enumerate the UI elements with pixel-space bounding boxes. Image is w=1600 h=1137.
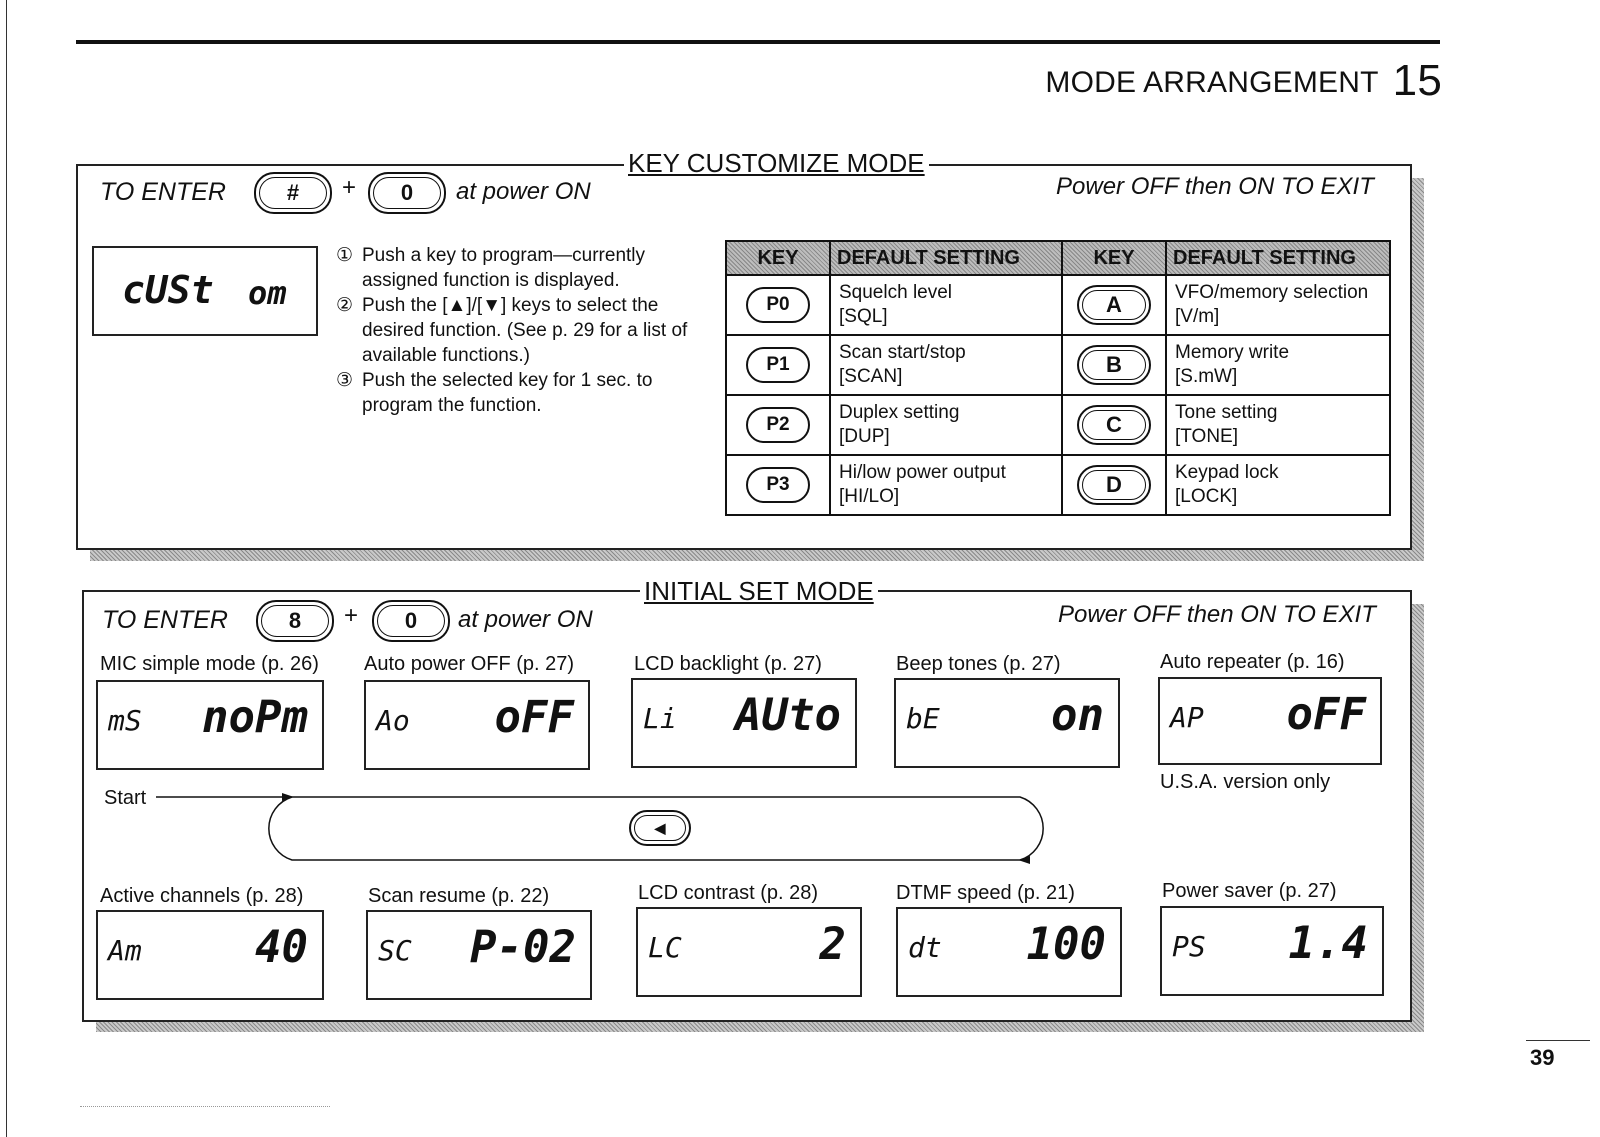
column-header: KEY: [1062, 241, 1166, 275]
setting-label: Scan resume (p. 22): [368, 885, 550, 907]
chapter-heading: [1045, 56, 1442, 106]
hash-key: #: [254, 172, 332, 214]
setting-cell: [830, 455, 1062, 515]
setting-lcd: [1160, 906, 1384, 996]
lcd-value: P-02: [470, 922, 576, 973]
setting-cell: [1166, 335, 1390, 395]
p3-key: P3: [746, 467, 810, 503]
step-text: Push the [▲]/[▼] keys to select the desired function. (See p. 29 for a list of available functions.): [362, 295, 688, 366]
p1-key: P1: [746, 347, 810, 383]
setting-cell: [830, 335, 1062, 395]
lcd-code: dt: [908, 931, 942, 964]
exit-instruction: Power OFF then ON TO EXIT: [1058, 601, 1376, 628]
lcd-value: 100: [1026, 919, 1106, 970]
exit-instruction: Power OFF then ON TO EXIT: [1056, 173, 1374, 200]
step-item: [336, 368, 706, 418]
setting-label: Power saver (p. 27): [1162, 880, 1337, 902]
left-arrow-icon: ◀: [654, 819, 666, 836]
page-margin-line: [6, 0, 7, 1137]
lcd-code: Am: [108, 934, 142, 967]
lcd-code: Ao: [376, 704, 410, 737]
lcd-code: Li: [643, 702, 677, 735]
start-label: Start: [104, 787, 147, 809]
cycle-key: [629, 810, 691, 846]
setting-label: Auto power OFF (p. 27): [364, 653, 575, 675]
key-cell: [726, 275, 830, 335]
table-row: [726, 275, 1390, 335]
custom-lcd: [92, 246, 318, 336]
lcd-value: AUto: [735, 690, 841, 741]
procedure-steps: [336, 243, 706, 418]
setting-code: [SCAN]: [839, 366, 903, 387]
table-header-row: [726, 241, 1390, 275]
title-rule-left: [452, 164, 628, 165]
key-cell: [726, 455, 830, 515]
setting-label: LCD backlight (p. 27): [634, 653, 822, 675]
setting-label: MIC simple mode (p. 26): [100, 653, 319, 675]
table-row: [726, 455, 1390, 515]
key-cell: [726, 395, 830, 455]
setting-code: [TONE]: [1175, 426, 1238, 447]
lcd-value: 1.4: [1288, 918, 1368, 969]
lcd-value: noPm: [202, 692, 308, 743]
lcd-value: on: [1051, 690, 1104, 741]
p2-key: P2: [746, 407, 810, 443]
setting-lcd: [896, 907, 1122, 997]
cycle-loop-diagram: [150, 784, 1070, 868]
p0-key: P0: [746, 287, 810, 323]
plus-sign: +: [342, 174, 357, 201]
page-number: 39: [1530, 1045, 1555, 1070]
key-customize-title: KEY CUSTOMIZE MODE: [624, 148, 929, 179]
column-header: DEFAULT SETTING: [830, 241, 1062, 275]
setting-cell: [830, 395, 1062, 455]
key-default-table: [725, 240, 1391, 516]
zero-key: 0: [368, 172, 446, 214]
setting-lcd: [631, 678, 857, 768]
setting-cell: [1166, 455, 1390, 515]
setting-cell: [830, 275, 1062, 335]
setting-name: Keypad lock: [1175, 462, 1279, 483]
setting-code: [LOCK]: [1175, 486, 1238, 507]
eight-key: 8: [256, 600, 334, 642]
lcd-code: PS: [1172, 930, 1206, 963]
setting-name: Squelch level: [839, 282, 953, 303]
c-key: C: [1077, 405, 1151, 445]
step-text: Push the selected key for 1 sec. to program the function.: [362, 370, 653, 416]
d-key: D: [1077, 465, 1151, 505]
setting-code: [SQL]: [839, 306, 888, 327]
zero-key: 0: [372, 600, 450, 642]
setting-lcd: [894, 678, 1120, 768]
chapter-title: MODE ARRANGEMENT: [1045, 66, 1379, 99]
step-number: ③: [336, 370, 354, 391]
setting-lcd: [364, 680, 590, 770]
setting-lcd: [366, 910, 592, 1000]
key-cell: [1062, 455, 1166, 515]
title-rule-right: [884, 590, 1408, 591]
setting-name: Memory write: [1175, 342, 1290, 363]
step-number: ②: [336, 295, 354, 316]
key-cell: [726, 335, 830, 395]
header-rule: [76, 40, 1440, 44]
setting-name: VFO/memory selection: [1175, 282, 1369, 303]
setting-lcd: [96, 910, 324, 1000]
key-cell: [1062, 275, 1166, 335]
setting-cell: [1166, 395, 1390, 455]
step-text: Push a key to program—currently assigned function is displayed.: [362, 245, 646, 291]
initial-set-title: INITIAL SET MODE: [640, 576, 878, 607]
key-cell: [1062, 335, 1166, 395]
setting-label: DTMF speed (p. 21): [896, 882, 1075, 904]
setting-name: Tone setting: [1175, 402, 1278, 423]
lcd-code: mS: [108, 704, 142, 737]
setting-code: [S.mW]: [1175, 366, 1238, 387]
lcd-value: oFF: [494, 692, 574, 743]
column-header: KEY: [726, 241, 830, 275]
step-item: [336, 293, 706, 368]
at-power-on-label: at power ON: [456, 178, 591, 205]
setting-cell: [1166, 275, 1390, 335]
step-item: [336, 243, 706, 293]
lcd-code: AP: [1170, 701, 1204, 734]
to-enter-label: TO ENTER: [102, 606, 228, 634]
setting-code: [DUP]: [839, 426, 890, 447]
setting-name: Duplex setting: [839, 402, 960, 423]
table-row: [726, 395, 1390, 455]
setting-lcd: [636, 907, 862, 997]
step-number: ①: [336, 245, 354, 266]
lcd-text-right: om: [248, 274, 287, 312]
lcd-code: bE: [906, 702, 940, 735]
setting-name: Scan start/stop: [839, 342, 966, 363]
setting-lcd: [1158, 677, 1382, 765]
lcd-code: LC: [648, 931, 682, 964]
b-key: B: [1077, 345, 1151, 385]
setting-name: Hi/low power output: [839, 462, 1006, 483]
lcd-code: SC: [378, 934, 412, 967]
page-number-rule: [1526, 1040, 1590, 1041]
setting-label: LCD contrast (p. 28): [638, 882, 819, 904]
plus-sign: +: [344, 602, 359, 629]
usa-version-note: U.S.A. version only: [1160, 771, 1331, 793]
title-rule-right: [938, 164, 1408, 165]
a-key: A: [1077, 285, 1151, 325]
column-header: DEFAULT SETTING: [1166, 241, 1390, 275]
setting-code: [HI/LO]: [839, 486, 900, 507]
lcd-value: 2: [819, 919, 846, 970]
table-row: [726, 335, 1390, 395]
lcd-text-left: cUSt: [122, 268, 214, 312]
setting-lcd: [96, 680, 324, 770]
setting-code: [V/m]: [1175, 306, 1220, 327]
at-power-on-label: at power ON: [458, 606, 593, 633]
title-rule-left: [455, 590, 641, 591]
key-cell: [1062, 395, 1166, 455]
scan-artifact-line: [80, 1106, 330, 1108]
chapter-number: 15: [1392, 56, 1442, 105]
setting-label: Beep tones (p. 27): [896, 653, 1061, 675]
lcd-value: oFF: [1286, 689, 1366, 740]
setting-label: Active channels (p. 28): [100, 885, 304, 907]
setting-label: Auto repeater (p. 16): [1160, 651, 1345, 673]
lcd-value: 40: [255, 922, 308, 973]
to-enter-label: TO ENTER: [100, 178, 226, 206]
